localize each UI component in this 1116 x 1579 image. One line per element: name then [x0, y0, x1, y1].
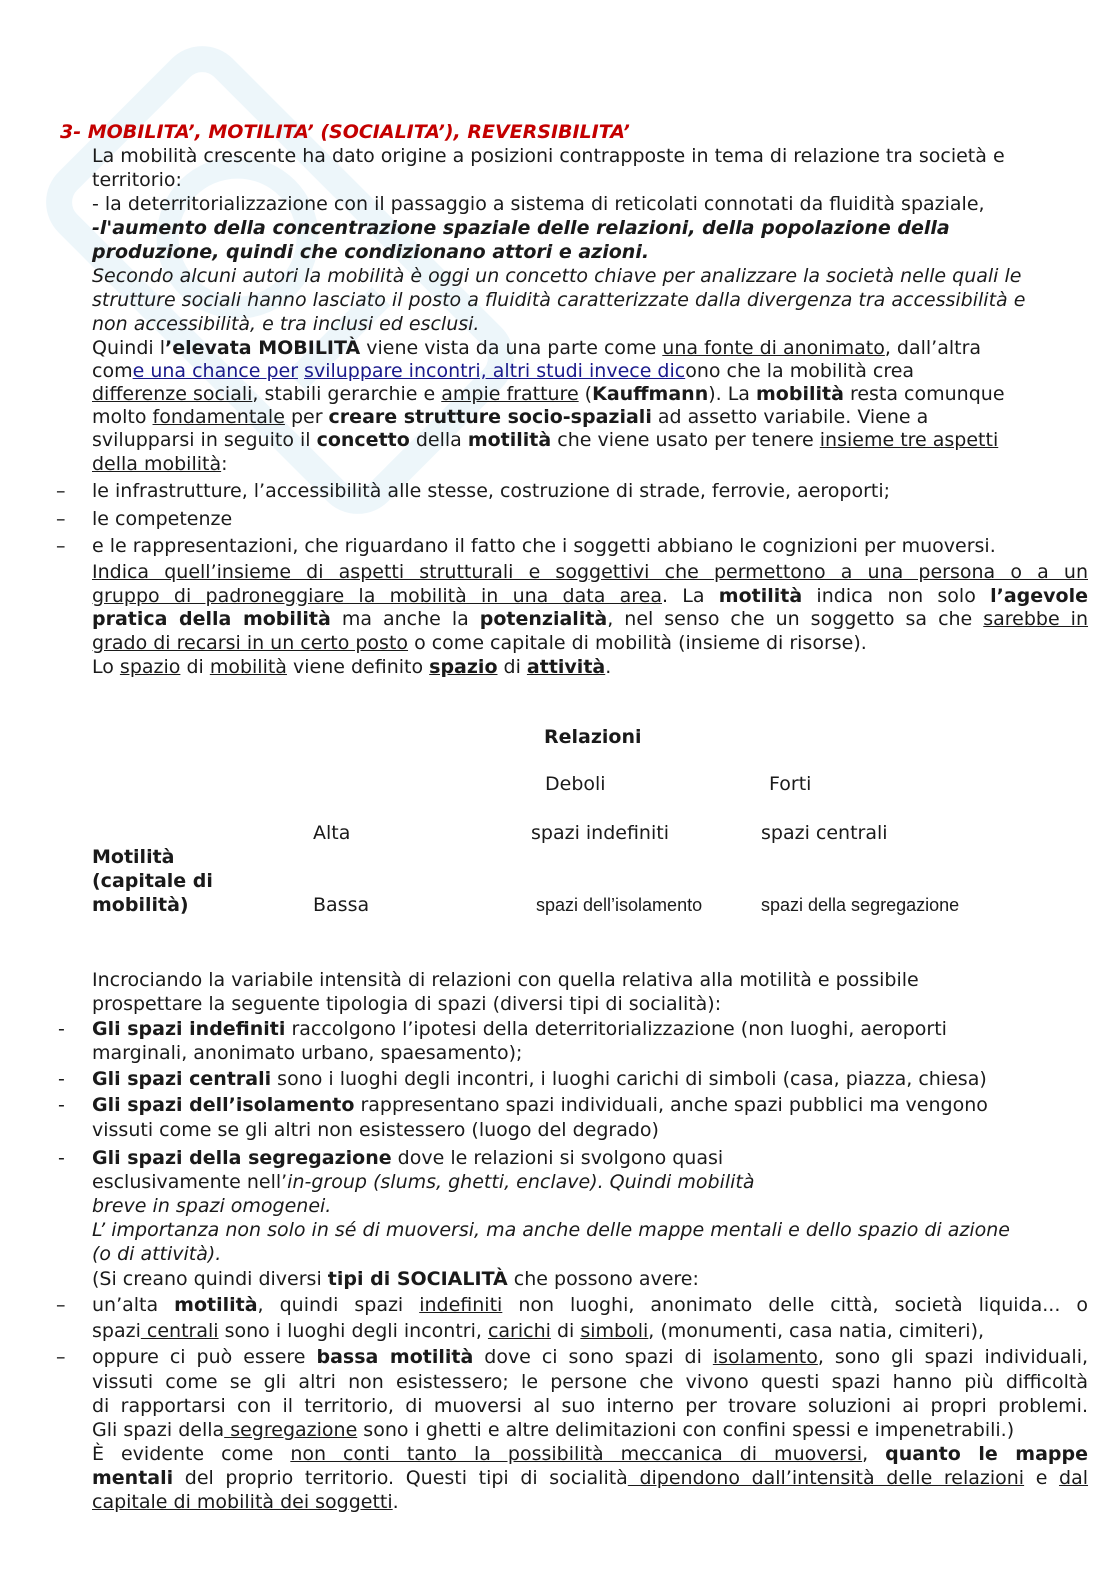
text-underlined: Indica quell’insieme di aspetti strutturali e soggettivi che permettono a una persona o a un	[92, 561, 1088, 583]
p1-line-5	[92, 428, 998, 452]
text-underlined: differenze sociali	[92, 383, 253, 405]
text: .	[392, 1491, 399, 1513]
text: un’alta	[92, 1294, 175, 1316]
col-header-forti: Forti	[769, 773, 812, 795]
text-bold: l’agevole	[990, 585, 1088, 607]
text-underlined: insieme tre aspetti	[819, 429, 999, 451]
point-2b: produzione, quindi che condizionano attori e azioni.	[92, 241, 650, 263]
text-bold: Gli spazi centrali	[92, 1068, 272, 1090]
text: ). La	[708, 383, 756, 405]
text-bold: Gli spazi della segregazione	[92, 1147, 392, 1169]
text: , stabili gerarchie e	[252, 383, 442, 405]
text-underlined: segregazione	[224, 1419, 358, 1441]
text: com	[92, 360, 133, 382]
intro-line-1: La mobilità crescente ha dato origine a posizioni contrapposte in tema di relazione tra società e	[92, 145, 1005, 167]
bullet-continuation	[92, 1319, 984, 1343]
text-underlined: mobilità	[209, 656, 287, 678]
text: che possono avere:	[507, 1268, 699, 1290]
p3-line-2: prospettare la seguente tipologia di spazi (diversi tipi di socialità):	[92, 993, 722, 1015]
text: ma anche la	[330, 608, 480, 630]
text-bold: motilità	[718, 585, 803, 607]
text: che viene usato per tenere	[551, 429, 820, 451]
row-label-line: (capitale di	[92, 870, 213, 892]
bullet-item	[92, 1146, 723, 1170]
text-bold: motilità	[467, 429, 552, 451]
text-bold: mobilità	[756, 383, 844, 405]
text: di	[180, 656, 210, 678]
bullet-continuation: vissuti come se gli altri non esistessero; le persone che vivono questi spazi hanno più difficoltà	[92, 1371, 1088, 1393]
bullet-continuation	[92, 1442, 1088, 1466]
text-underlined: una fonte di anonimato	[662, 337, 885, 359]
text: È evidente come	[92, 1443, 291, 1465]
p1-line-1	[92, 336, 981, 360]
text-bold: concetto	[316, 429, 410, 451]
text: sono i ghetti e altre delimitazioni con confini spessi e impenetrabili.)	[357, 1419, 1015, 1441]
text-bold: Gli spazi dell’isolamento	[92, 1094, 355, 1116]
text-underlined: ampie fratture	[441, 383, 579, 405]
p2-line-3	[92, 607, 1088, 631]
text: :	[221, 453, 228, 475]
text-underlined: gruppo di padroneggiare la mobilità in una data area	[92, 585, 662, 607]
text: , nel senso che un soggetto sa che	[607, 608, 984, 630]
text-underlined: indefiniti	[419, 1294, 503, 1316]
italic-line-1: Secondo alcuni autori la mobilità è oggi un concetto chiave per analizzare la società nelle quali le	[92, 265, 1022, 287]
bullet-marker: –	[56, 1346, 66, 1368]
text: resta comunque	[843, 383, 1005, 405]
cell-spazi-indefiniti: spazi indefiniti	[531, 822, 669, 844]
bullet-item: le infrastrutture, l’accessibilità alle stesse, costruzione di strade, ferrovie, aeroporti;	[92, 480, 891, 502]
bullet-continuation: vissuti come se gli altri non esistessero (luogo del degrado)	[92, 1119, 659, 1141]
p3-line-1: Incrociando la variabile intensità di relazioni con quella relativa alla motilità e possibile	[92, 969, 919, 991]
text-underlined: simboli	[580, 1320, 649, 1342]
cell-spazi-centrali: spazi centrali	[761, 822, 888, 844]
text: . La	[661, 585, 719, 607]
text: viene definito	[286, 656, 430, 678]
bullet-item	[92, 1067, 987, 1091]
text-bold: ’elevata MOBILITÀ	[164, 337, 361, 359]
bullet-marker: –	[56, 535, 66, 557]
text: ,	[862, 1443, 886, 1465]
row-label-line: Motilità	[92, 846, 175, 868]
p1-line-4	[92, 405, 928, 429]
italic-line-3: non accessibilità, e tra inclusi ed esclusi.	[92, 313, 480, 335]
p1-line-2	[92, 359, 914, 383]
text: sono i luoghi degli incontri, i luoghi carichi di simboli (casa, piazza, chiesa)	[271, 1068, 987, 1090]
row-label-line: mobilità)	[92, 894, 189, 916]
bullet-continuation	[92, 1170, 755, 1194]
text-bold-underlined: spazio	[429, 656, 498, 678]
text-bold: pratica della mobilità	[92, 608, 331, 630]
bullet-marker: -	[58, 1147, 65, 1169]
bullet-item	[92, 1093, 988, 1117]
text: non luoghi, anonimato delle città, società liquida... o	[502, 1294, 1088, 1316]
text-bold: potenzialità	[479, 608, 608, 630]
bullet-continuation	[92, 1418, 1014, 1442]
text: di	[497, 656, 527, 678]
text-underlined: carichi	[487, 1320, 551, 1342]
text-bold: Gli spazi indefiniti	[92, 1018, 286, 1040]
cell-spazi-isolamento: spazi dell’isolamento	[536, 895, 703, 915]
text-underlined: capitale di mobilità dei soggetti	[92, 1491, 393, 1513]
text-italic: in-group (slums, ghetti, enclave). Quindi mobilità	[287, 1171, 755, 1193]
text-underlined: isolamento	[712, 1346, 818, 1368]
text: , quindi spazi	[257, 1294, 420, 1316]
text: (Si creano quindi diversi	[92, 1268, 328, 1290]
bullet-marker: –	[56, 1294, 66, 1316]
text-underlined: grado di recarsi in un certo posto	[92, 632, 409, 654]
text-bold: Kauffmann	[592, 383, 709, 405]
cell-spazi-segregazione: spazi della segregazione	[761, 895, 960, 915]
bullet-marker: -	[58, 1094, 65, 1116]
text-bold: tipi di SOCIALITÀ	[327, 1268, 508, 1290]
text: del proprio territorio. Questi tipi di socialità	[173, 1467, 628, 1489]
text: per	[284, 406, 329, 428]
text: ono che la mobilità crea	[685, 360, 915, 382]
text: , (monumenti, casa natia, cimiteri),	[648, 1320, 985, 1342]
bullet-item	[92, 1345, 1088, 1369]
bullet-continuation	[92, 1267, 699, 1291]
text-underlined: sarebbe in	[983, 608, 1089, 630]
text: molto	[92, 406, 153, 428]
bullet-continuation: di rapportarsi con il territorio, di muoversi al suo interno per trovare soluzioni ai propri problemi.	[92, 1395, 1088, 1417]
text-underlined: centrali	[140, 1320, 219, 1342]
text: dove le relazioni si svolgono quasi	[391, 1147, 724, 1169]
text-underlined: spazio	[119, 656, 181, 678]
bullet-marker: –	[56, 508, 66, 530]
text: rappresentano spazi individuali, anche spazi pubblici ma vengono	[354, 1094, 988, 1116]
intro-line-2: territorio:	[92, 169, 182, 191]
text: raccolgono l’ipotesi della deterritorializzazione (non luoghi, aeroporti	[285, 1018, 947, 1040]
text-bold: bassa motilità	[316, 1346, 474, 1368]
text-underlined: dipendono dall’intensità delle relazioni	[627, 1467, 1025, 1489]
row-header-alta: Alta	[313, 822, 351, 844]
bullet-continuation: breve in spazi omogenei.	[92, 1195, 332, 1217]
text-underlined: della mobilità	[92, 453, 222, 475]
text: e	[1024, 1467, 1060, 1489]
text: .	[605, 656, 612, 678]
row-header-bassa: Bassa	[313, 894, 370, 916]
bullet-continuation	[92, 1490, 399, 1514]
p2-line-1	[92, 560, 1088, 584]
text: Quindi l	[92, 337, 165, 359]
text: , dall’altra	[884, 337, 982, 359]
text: , sono gli spazi individuali,	[817, 1346, 1089, 1368]
text: di	[550, 1320, 581, 1342]
bullet-item: e le rappresentazioni, che riguardano il fatto che i soggetti abbiano le cognizioni per muoversi.	[92, 535, 996, 557]
text: oppure ci può essere	[92, 1346, 317, 1368]
row-group-label	[92, 845, 213, 917]
text: Gli spazi della	[92, 1419, 225, 1441]
text: (	[578, 383, 593, 405]
bullet-marker: -	[58, 1068, 65, 1090]
bullet-continuation: (o di attività).	[92, 1243, 222, 1265]
bullet-item	[92, 1293, 1088, 1317]
text: o come capitale di mobilità (insieme di risorse).	[408, 632, 867, 654]
bullet-continuation	[92, 1466, 1088, 1490]
p2-line-5	[92, 655, 611, 679]
bullet-continuation: marginali, anonimato urbano, spaesamento);	[92, 1042, 523, 1064]
text-bold: motilità	[174, 1294, 258, 1316]
text-underlined: non conti tanto la possibilità meccanica di muoversi	[290, 1443, 863, 1465]
bullet-item	[92, 1017, 947, 1041]
text-bold: mentali	[92, 1467, 174, 1489]
text: svilupparsi in seguito il	[92, 429, 317, 451]
point-1: - la deterritorializzazione con il passaggio a sistema di reticolati connotati da fluidità spaziale,	[92, 193, 985, 215]
table-header-relazioni: Relazioni	[544, 726, 642, 748]
text: viene vista da una parte come	[360, 337, 663, 359]
text-link: sviluppare incontri, altri studi invece dic	[304, 360, 686, 382]
col-header-deboli: Deboli	[545, 773, 606, 795]
bullet-marker: –	[56, 480, 66, 502]
text-link: e una chance per	[132, 360, 298, 382]
text: della	[409, 429, 468, 451]
text-bold: creare strutture socio-spaziali	[328, 406, 652, 428]
text-underlined: fondamentale	[152, 406, 285, 428]
text: ad assetto variabile. Viene a	[651, 406, 929, 428]
p1-line-6	[92, 452, 228, 476]
text: indica non solo	[802, 585, 991, 607]
bullet-marker: -	[58, 1018, 65, 1040]
bullet-item: le competenze	[92, 508, 233, 530]
p1-line-3	[92, 382, 1005, 406]
text-bold-underlined: attività	[526, 656, 606, 678]
text-bold: quanto le mappe	[885, 1443, 1088, 1465]
p2-line-2	[92, 584, 1088, 608]
italic-line-2: strutture sociali hanno lasciato il posto a fluidità caratterizzate dalla divergenza tra accessibilità e	[92, 289, 1026, 311]
point-2a: -l'aumento della concentrazione spaziale delle relazioni, della popolazione della	[92, 217, 950, 239]
p2-line-4	[92, 631, 867, 655]
text: Lo	[92, 656, 120, 678]
text: dove ci sono spazi di	[473, 1346, 713, 1368]
text: spazi	[92, 1320, 141, 1342]
section-title: 3- MOBILITA’, MOTILITA’ (SOCIALITA’), REVERSIBILITA’	[60, 121, 630, 143]
text: sono i luoghi degli incontri,	[218, 1320, 488, 1342]
bullet-continuation: L’ importanza non solo in sé di muoversi, ma anche delle mappe mentali e dello spazio di azione	[92, 1219, 1010, 1241]
text: esclusivamente nell’	[92, 1171, 288, 1193]
text-underlined: dal	[1059, 1467, 1089, 1489]
